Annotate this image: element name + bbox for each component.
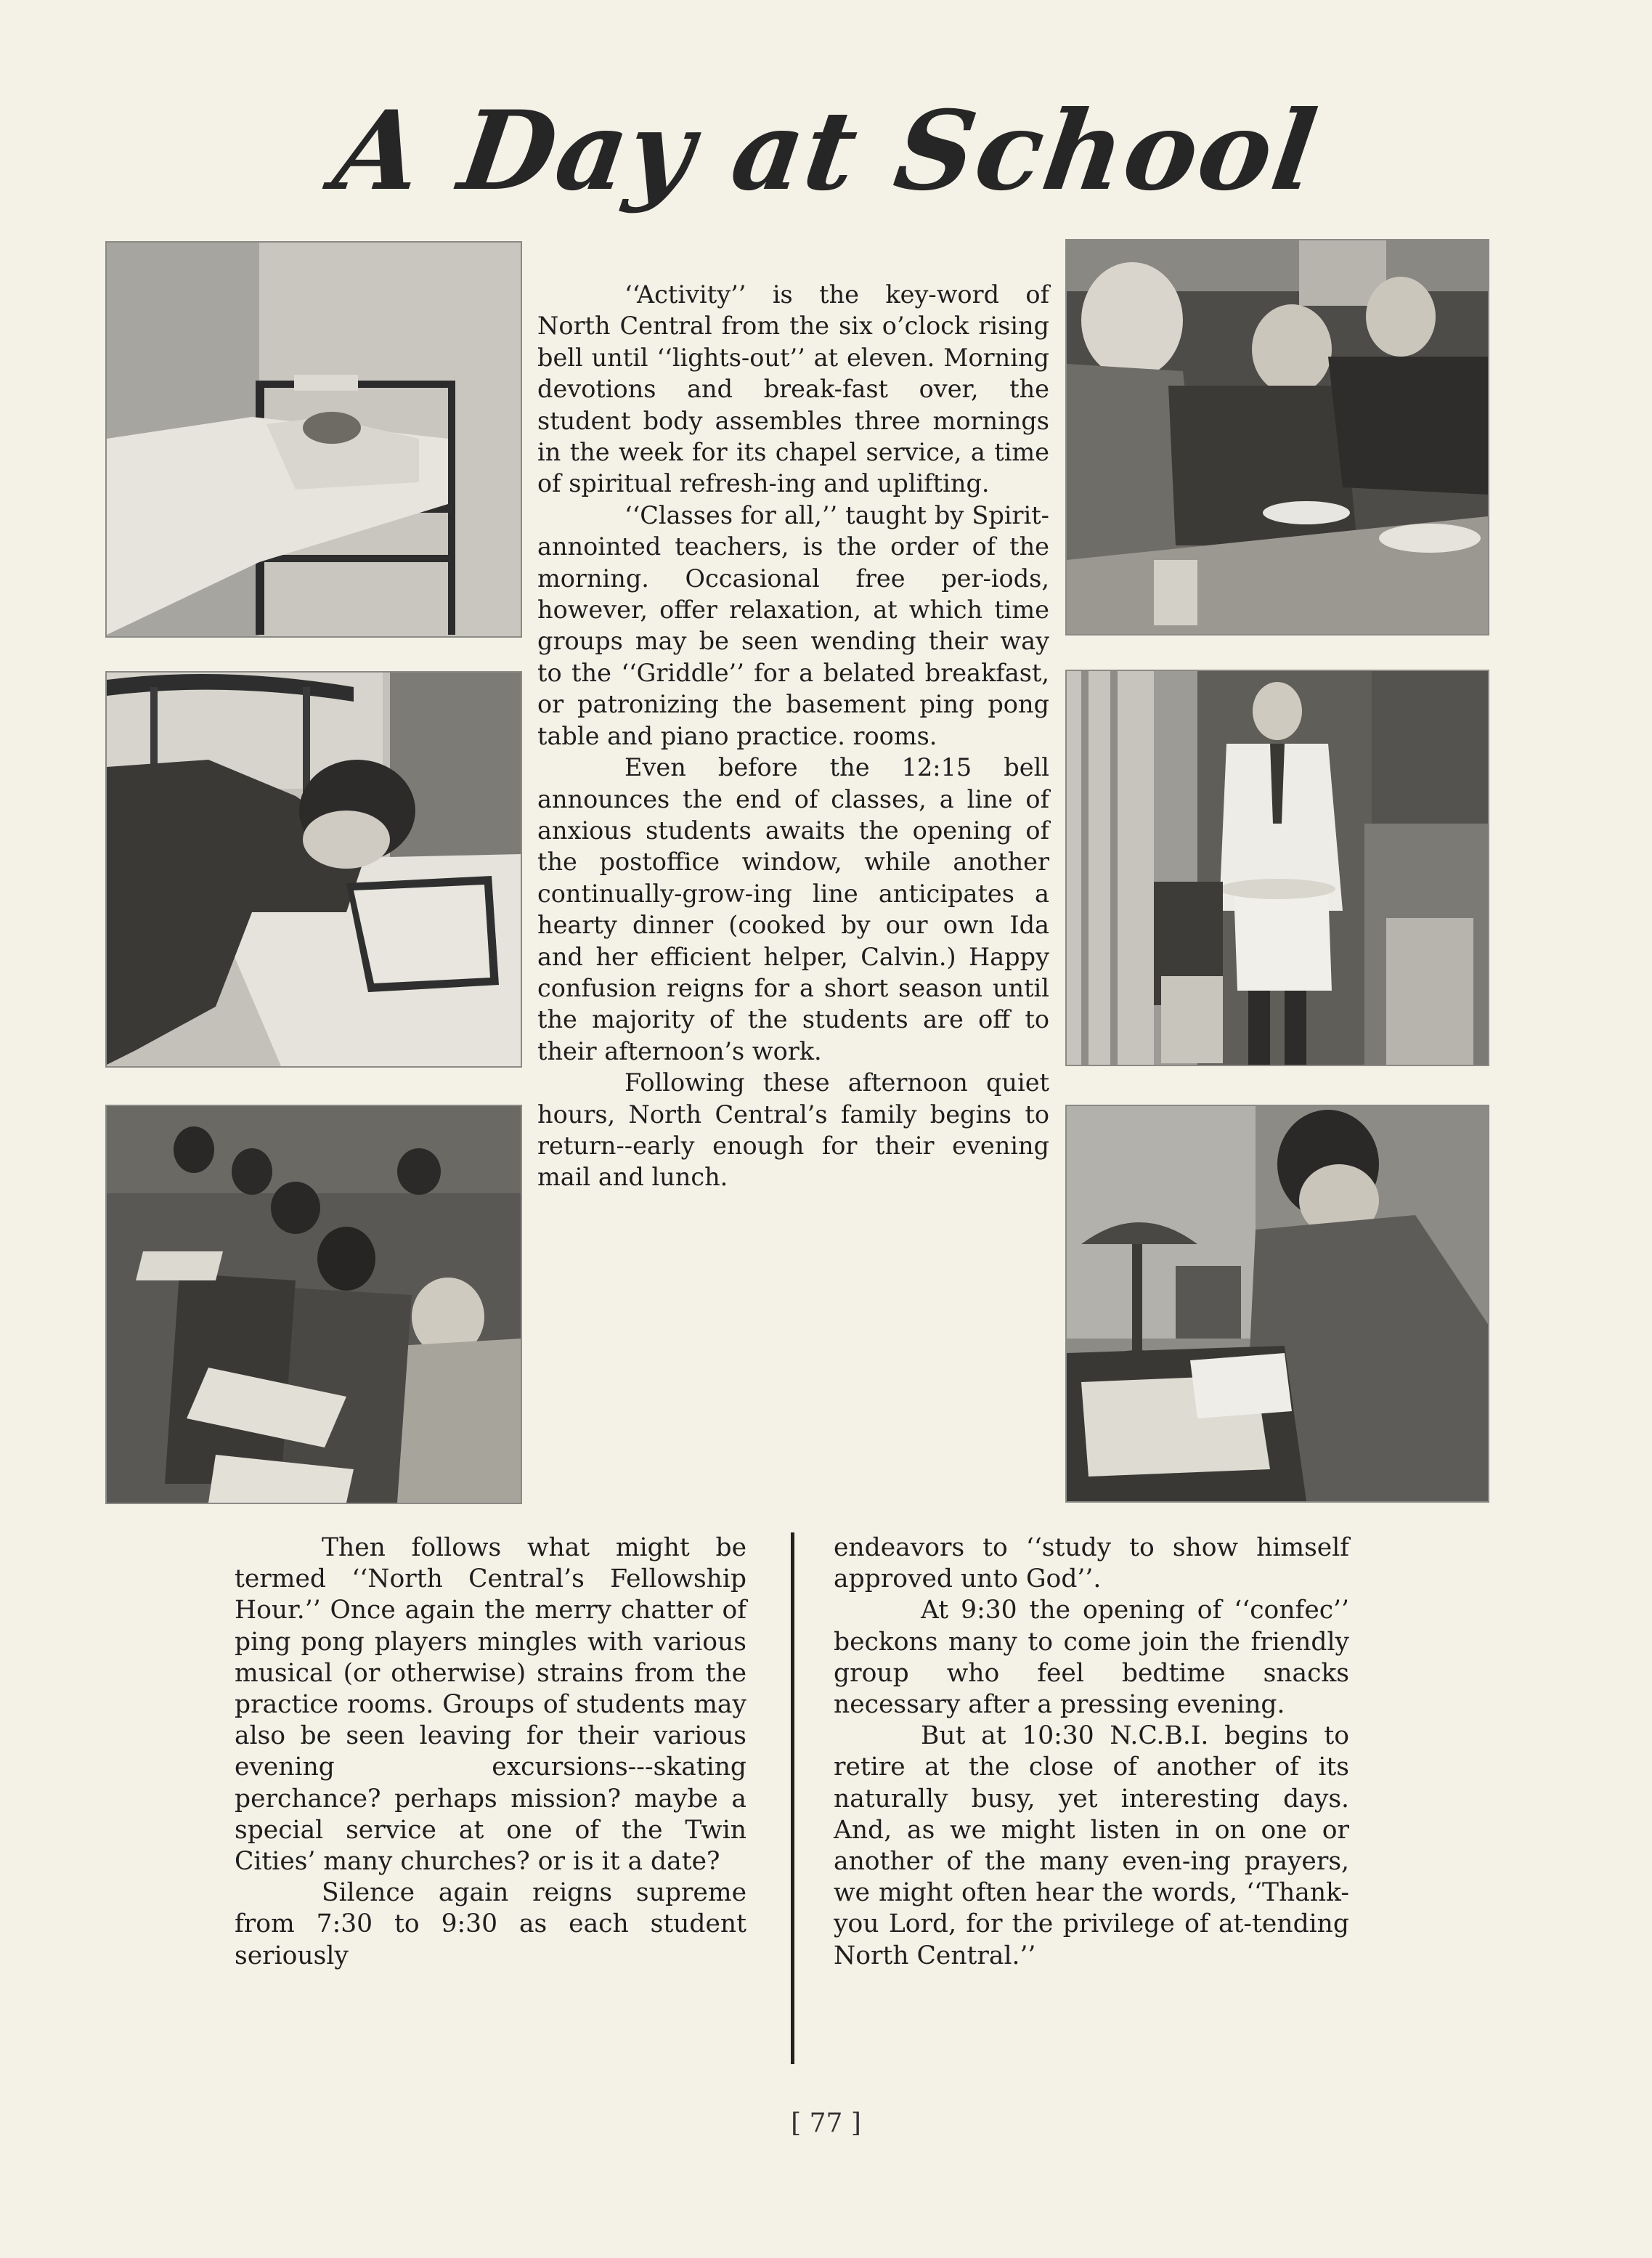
page-number: [ 77 ] — [791, 2108, 861, 2138]
paragraph-activity: ‘‘Activity’’ is the key-word of North Central from the six o’clock rising bell until ‘‘lights-out’’ at eleven. Morning devotions and break-fast over, the student body assembles three mornings in the week for its chapel service, a time of spiritual refresh-ing and uplifting. — [537, 280, 1049, 498]
bottom-right-column — [834, 1532, 1349, 1972]
paragraph-afternoon: Following these afternoon quiet hours, North Central’s family begins to return--early enough for their evening mail and lunch. — [537, 1068, 1049, 1192]
photo-griddle-waiter — [1065, 670, 1489, 1066]
paragraph-classes: ‘‘Classes for all,’’ taught by Spirit-annointed teachers, is the order of the morning. Occasional free per-iods, however, offer relaxation, at which time groups may be seen wending their way to the ‘‘Griddle’’ for a belated breakfast, or patronizing the basement ping pong table and piano practice. rooms. — [537, 500, 1049, 750]
page-title: A Day at School — [327, 87, 1325, 215]
paragraph-retire: But at 10:30 N.C.B.I. begins to retire at the close of another of its naturally busy, yet interesting days. And, as we might listen in on one or another of the many even-ing prayers, we might often hear the words, ‘‘Thank-you Lord, for the privilege of at-tending North Central.’’ — [834, 1721, 1349, 1970]
paragraph-silence: Silence again reigns supreme from 7:30 to 9:30 as each student seriously — [235, 1878, 746, 1970]
paragraph-fellowship-hour: Then follows what might be termed ‘‘North Central’s Fellowship Hour.’’ Once again the merry chatter of ping pong players mingles with various musical (or otherwise) strains from the practice rooms. Groups of students may also be seen leaving for their various evening excursions---skating perchance? perhaps mission? maybe a special service at one of the Twin Cities’ many churches? or is it a date? — [235, 1533, 746, 1877]
column-divider — [791, 1532, 794, 2064]
paragraph-confec: At 9:30 the opening of ‘‘confec’’ beckons many to come join the friendly group who feel bedtime snacks necessary after a pressing evening. — [834, 1596, 1349, 1720]
middle-text-column — [537, 279, 1049, 1193]
photo-chapel-students — [105, 1105, 522, 1504]
photo-student-studying — [1065, 1105, 1489, 1503]
paragraph-noon: Even before the 12:15 bell announces the end of classes, a line of anxious students awaits the opening of the postoffice window, while another continually-grow-ing line anticipates a hearty dinner (cooked by our own Ida and her efficient helper, Calvin.) Happy confusion reigns for a short season until the majority of the students are off to their afternoon’s work. — [537, 753, 1049, 1065]
photo-dining-students — [1065, 239, 1489, 635]
bottom-left-column — [235, 1532, 746, 1972]
photo-student-praying — [105, 671, 522, 1068]
paragraph-study: endeavors to ‘‘study to show himself approved unto God’’. — [834, 1533, 1349, 1594]
photo-student-in-bed — [105, 241, 522, 638]
